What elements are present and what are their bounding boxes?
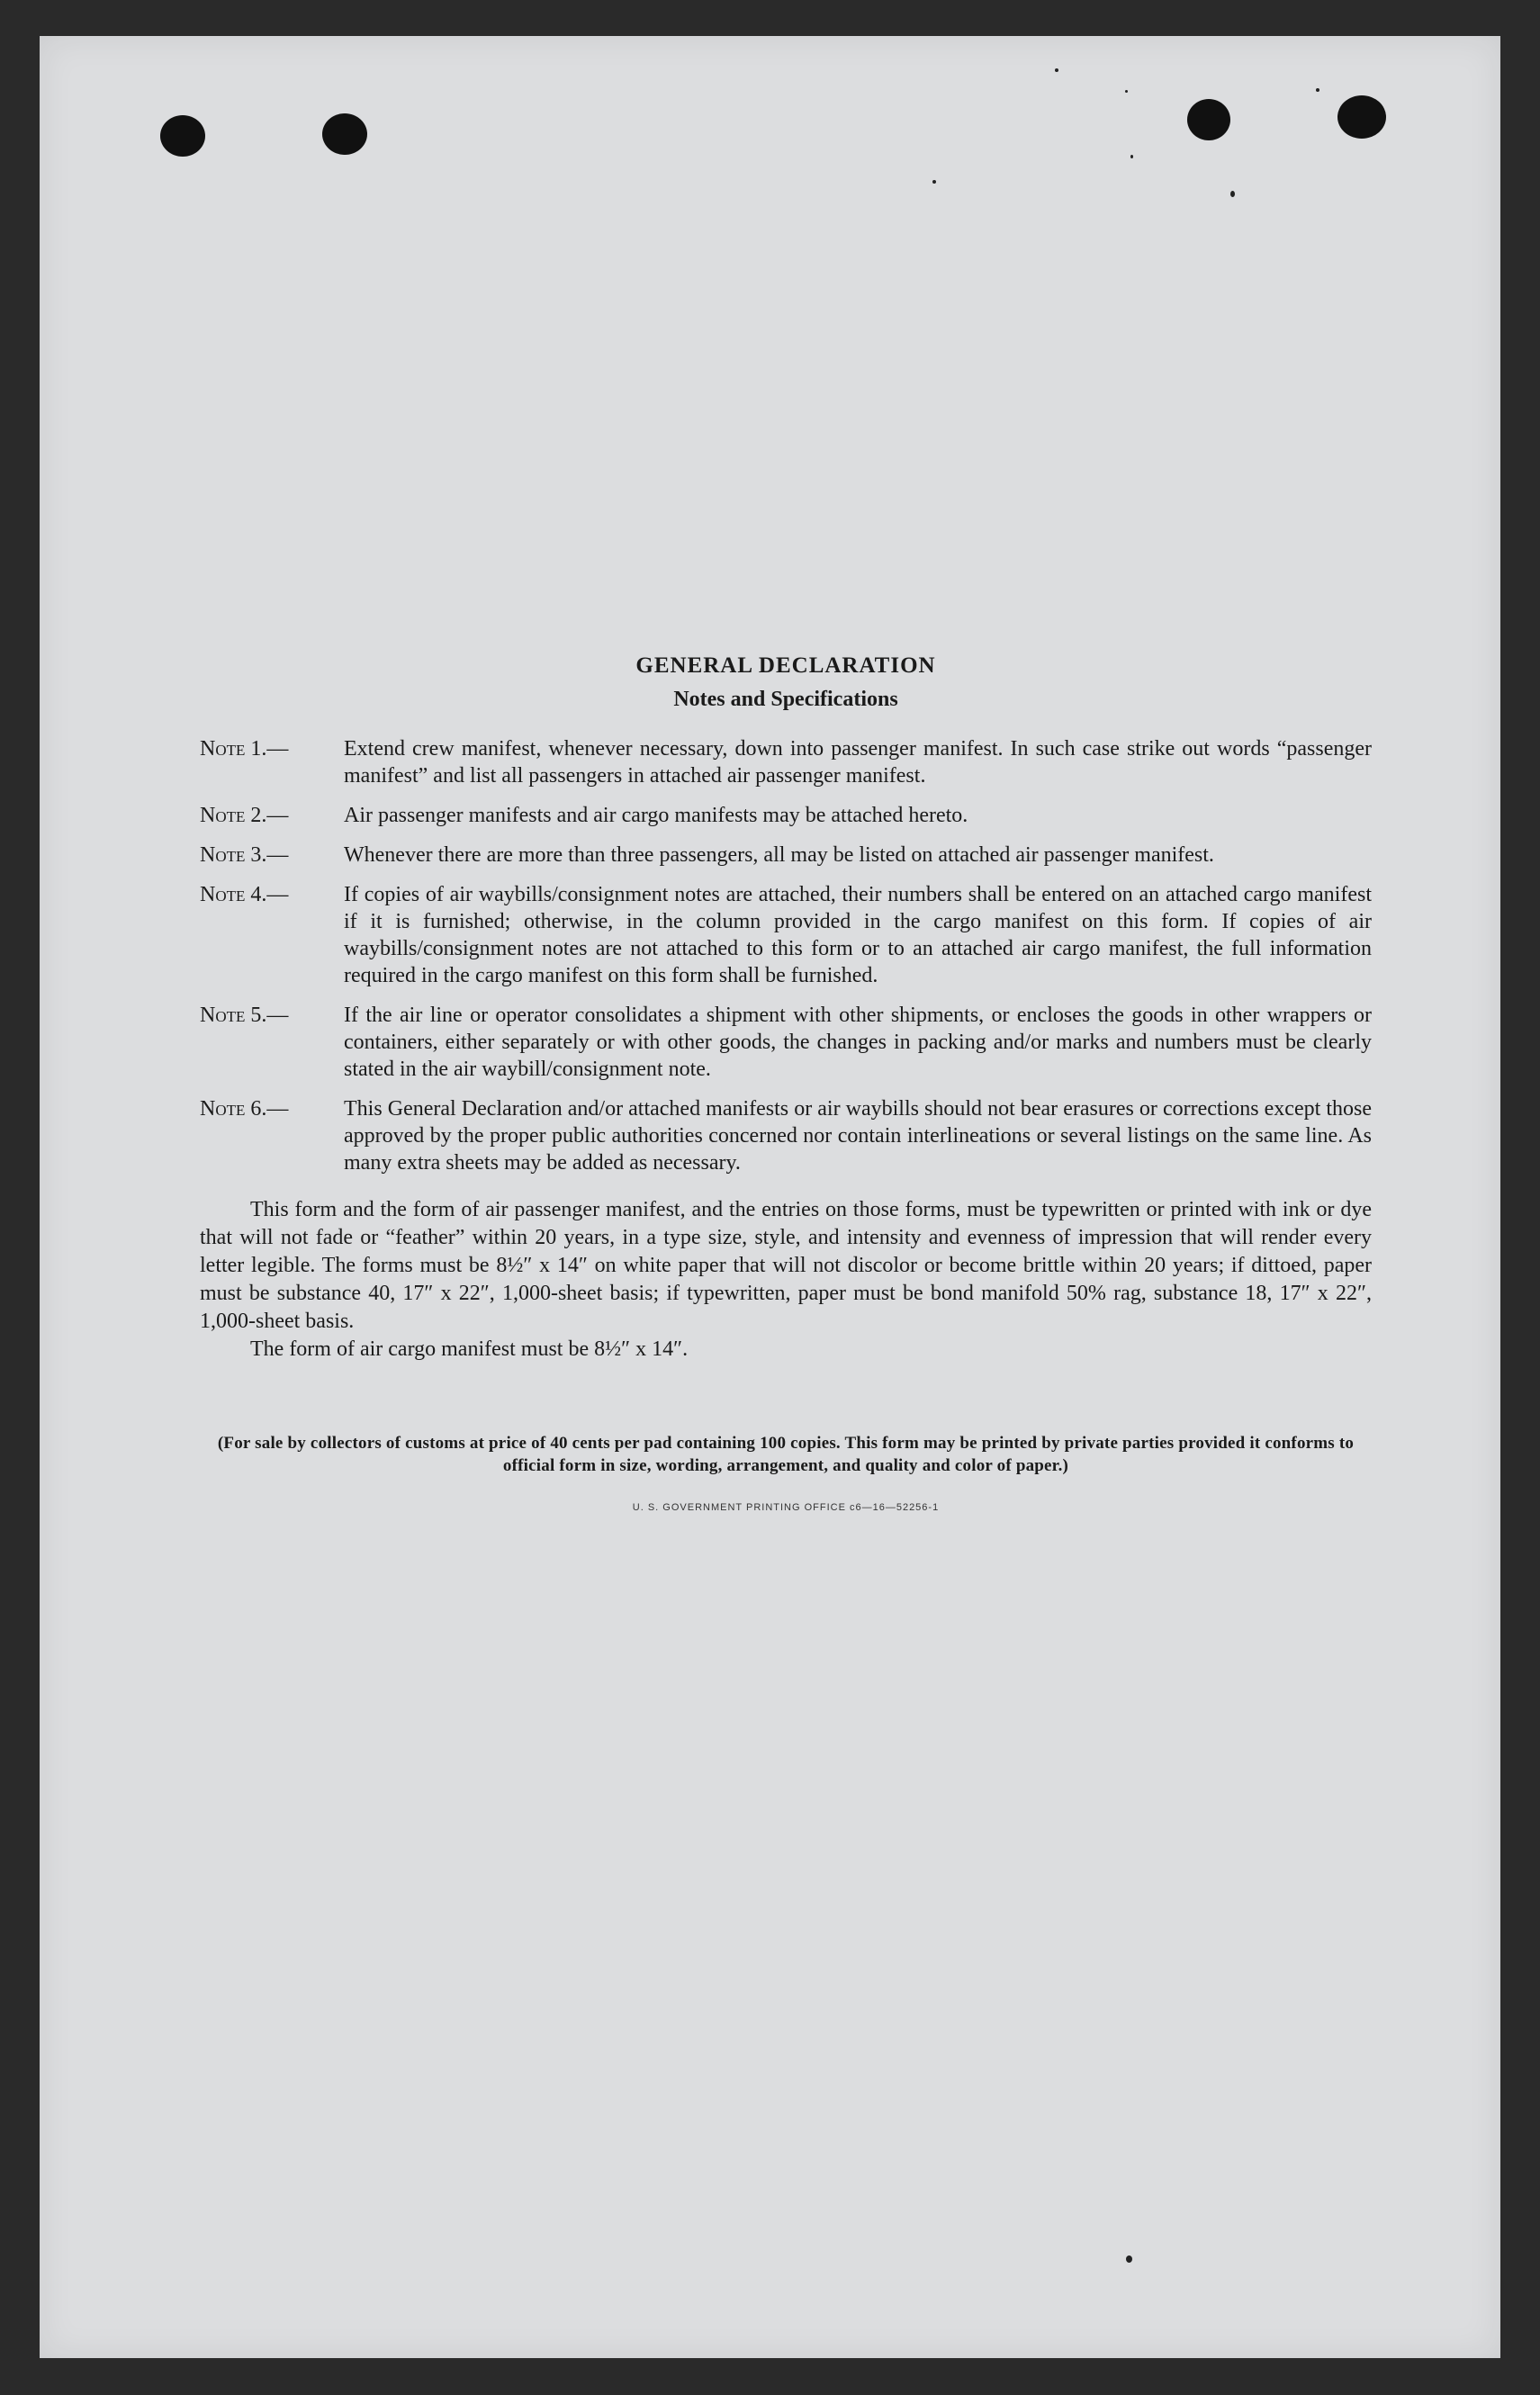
note-2 (200, 802, 1372, 829)
note-text: Whenever there are more than three passengers, all may be listed on attached air passenger manifest. (344, 843, 1214, 867)
note-text: This General Declaration and/or attached manifests or air waybills should not bear erasures or corrections except those approved by the proper public authorities concerned nor contain interlineations or several listings on the same line. As many extra sheets may be added as necessary. (344, 1097, 1372, 1175)
printer-imprint: U. S. GOVERNMENT PRINTING OFFICE c6—16—52256-1 (632, 1502, 940, 1513)
cargo-manifest-size-paragraph: The form of air cargo manifest must be 8½″ x 14″. (250, 1337, 689, 1361)
punch-hole-4 (1337, 95, 1386, 139)
note-label: Note 6.— (200, 1097, 289, 1121)
note-3 (200, 842, 1372, 869)
speck (1230, 191, 1235, 197)
speck (1316, 88, 1319, 92)
punch-hole-1 (160, 115, 205, 157)
note-text: Air passenger manifests and air cargo manifests may be attached hereto. (344, 804, 968, 827)
note-text: If the air line or operator consolidates a shipment with other shipments, or encloses the goods in other wrappers or containers, either separately or with other goods, the changes in packing and/or marks and numbers must be clearly stated in the air waybill/consignment note. (344, 1004, 1372, 1081)
note-label: Note 3.— (200, 843, 289, 867)
note-text: If copies of air waybills/consignment notes are attached, their numbers shall be entered on an attached cargo manifest if it is furnished; otherwise, in the column provided in the cargo manifest on this form. If copies of air waybills/consignment notes are not attached to this form or to an attached air cargo manifest, the full information required in the cargo manifest on this form shall be furnished. (344, 883, 1372, 987)
note-6 (200, 1095, 1372, 1176)
note-label: Note 5.— (200, 1004, 289, 1027)
punch-hole-3 (1187, 99, 1230, 140)
speck (1126, 2255, 1132, 2263)
note-4 (200, 881, 1372, 989)
note-1 (200, 735, 1372, 789)
specification-paragraph: This form and the form of air passenger manifest, and the entries on those forms, must be typewritten or printed with ink or dye that will not fade or “feather” within 20 years, in a type size, style, and intensity and evenness of impression that will render every letter legible. The forms must be 8½″ x 14″ on white paper that will not discolor or become brittle within 20 years; if dittoed, paper must be substance 40, 17″ x 22″, 1,000-sheet basis; if typewritten, paper must be bond manifold 50% rag, substance 18, 17″ x 22″, 1,000-sheet basis. (200, 1198, 1372, 1333)
document-page (40, 36, 1500, 2358)
note-label: Note 1.— (200, 737, 289, 761)
note-label: Note 2.— (200, 804, 289, 827)
page-title: GENERAL DECLARATION (635, 653, 936, 678)
speck (1125, 90, 1128, 93)
declaration-notes (200, 653, 1372, 1513)
note-label: Note 4.— (200, 883, 289, 906)
sale-note: (For sale by collectors of customs at price of 40 cents per pad containing 100 copies. This form may be printed by private parties provided it conforms to official form in size, wording, arrangement, and quality and color of paper.) (217, 1434, 1355, 1475)
note-5 (200, 1002, 1372, 1083)
speck (932, 180, 936, 184)
speck (1055, 68, 1058, 72)
punch-hole-2 (322, 113, 367, 155)
speck (1130, 155, 1133, 158)
page-subtitle: Notes and Specifications (673, 688, 898, 711)
note-text: Extend crew manifest, whenever necessary, down into passenger manifest. In such case strike out words “passenger manifest” and list all passengers in attached air passenger manifest. (344, 737, 1372, 788)
